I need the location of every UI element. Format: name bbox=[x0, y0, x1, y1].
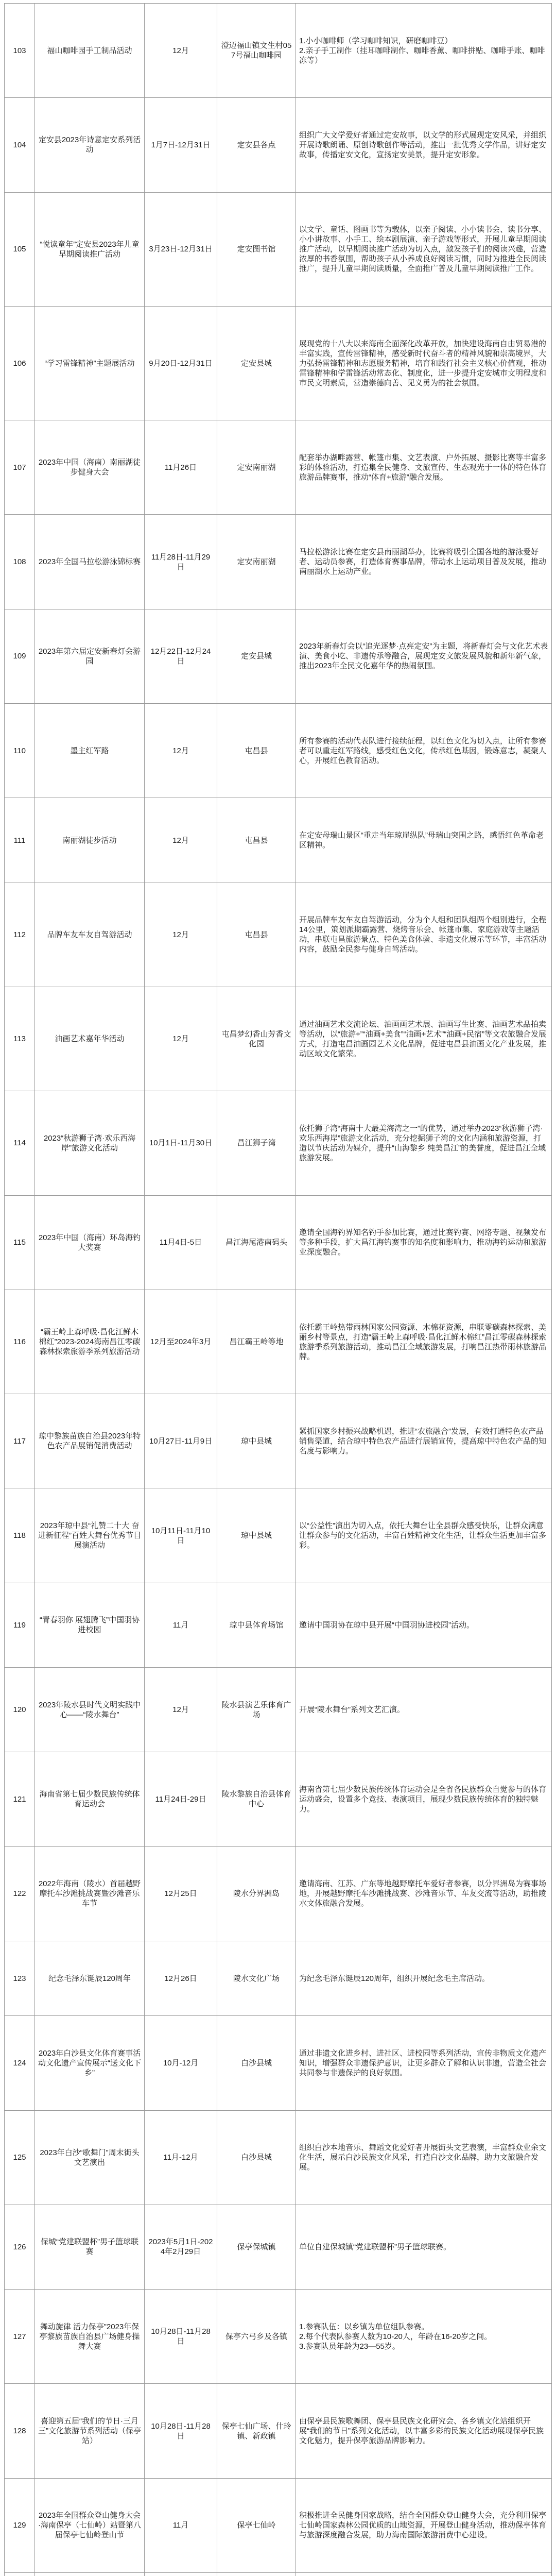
table-row bbox=[5, 1195, 552, 1290]
cell-event-time: 11月28日-11月29日 bbox=[145, 515, 217, 609]
cell-event-place: 昌江海尾港南码头 bbox=[217, 1195, 296, 1290]
cell-event-name: 2023“秋游狮子湾·欢乐西海岸”旅游文化活动 bbox=[35, 1091, 145, 1195]
cell-event-description: 配套举办湖畔露营、帐篷市集、文艺表演、户外拓展、摄影比赛等丰富多彩的体验活动，打造集全民健身、文旅宣传、生态观光于一体的特色体育旅游品牌赛事，推动“体育+旅游”融合发展。 bbox=[296, 420, 552, 515]
cell-event-name: 南丽湖徒步活动 bbox=[35, 798, 145, 883]
table-row bbox=[5, 704, 552, 798]
cell-event-time: 10月-12月 bbox=[145, 2016, 217, 2110]
table-row bbox=[5, 798, 552, 883]
cell-number: 105 bbox=[5, 192, 35, 306]
cell-event-description: 展现党的十八大以来海南全面深化改革开放，加快建设海南自由贸易港的丰富实践，宣传雷锋精神，感受新时代奋斗者的精神风貌和崇高境界，大力弘扬雷锋精神和志愿服务精神，培育和践行社会主义核心价值观，推动雷锋精神和学雷锋活动常态化、制度化，进一步提升定安城市文明程度和市民文明素质，营造崇德向善、见义勇为的社会氛围。 bbox=[296, 306, 552, 420]
cell-event-description: 2023年新春灯会以“追光逐梦·点亮定安”为主题，将新春灯会与文化艺术表演、美食小吃、非遗传承等融合，展现定安文旅发展风貌和新年新气象，推出2023年全民文化嘉年华的热闹氛围。 bbox=[296, 609, 552, 703]
cell-event-place: 保亭六弓乡及各镇 bbox=[217, 2290, 296, 2384]
cell-event-name: 琼中黎族苗族自治县2023年特色农产品展销促消费活动 bbox=[35, 1394, 145, 1488]
cell-event-place: 陵水县演艺乐体育广场 bbox=[217, 1668, 296, 1752]
cell-number: 111 bbox=[5, 798, 35, 883]
table-row bbox=[5, 2478, 552, 2572]
cell-number: 108 bbox=[5, 515, 35, 609]
cell-event-name: 2023年全国马拉松游泳锦标赛 bbox=[35, 515, 145, 609]
cell-event-time: 10月27日-11月9日 bbox=[145, 1394, 217, 1488]
cell-event-description: 以文学、童话、图画书等为载体，以亲子阅读、小小读书会、读书分享、小小讲故事、小手工、绘本剧展演、亲子游戏等形式，开展儿童早期阅读推广活动，以早期阅读推广活动为切入点，激发孩子们的阅读兴趣，营造浓厚的书香氛围，帮助孩子从小养成良好阅读习惯，同时为推进全民阅读推广，提升儿童早期阅读质量，全面推广普及儿童早期阅读推广工作。 bbox=[296, 192, 552, 306]
cell-event-name: “学习雷锋精神”主题展活动 bbox=[35, 306, 145, 420]
cell-event-description: 以“公益性”演出为切入点，依托大舞台让全县群众感受快乐，让群众满意让群众参与的文化活动，丰富百姓精神文化生活，让群众生活更加丰富多彩。 bbox=[296, 1488, 552, 1583]
table-row bbox=[5, 1846, 552, 1941]
table-row bbox=[5, 2290, 552, 2384]
table-row bbox=[5, 2016, 552, 2110]
cell-number: 123 bbox=[5, 1941, 35, 2015]
cell-event-place: 陵水文化广场 bbox=[217, 1941, 296, 2015]
table-row bbox=[5, 1668, 552, 1752]
cell-event-time: 11月4日-5日 bbox=[145, 1195, 217, 1290]
cell-event-time bbox=[145, 2573, 217, 2576]
cell-event-place: 屯昌县 bbox=[217, 704, 296, 798]
cell-number: 119 bbox=[5, 1583, 35, 1667]
cell-number bbox=[5, 2573, 35, 2576]
cell-event-description: 开展品牌车友车友自驾游活动，分为个人组和团队组两个组别进行，全程14公里，策划派期霸露营、烧烤音乐会、帐篷市集、家庭游戏等主题活动，串联屯昌旅游景点、特色美食体验、非遗文化展示等环节，丰富活动内容，鼓励全民参与健身自驾活动。 bbox=[296, 883, 552, 987]
cell-event-name bbox=[35, 2573, 145, 2576]
cell-event-description: 依托狮子湾“海南十大最美海湾之一”的优势，通过举办2023“秋游狮子湾·欢乐西海岸”旅游文化活动，充分挖掘狮子湾的文化内涵和旅游资源，打造以节庆活动为媒介，提升“山海黎乡 纯美昌江”的美誉度，促进昌江全域旅游发展。 bbox=[296, 1091, 552, 1195]
cell-event-description: 邀请全国海钓界知名钓手参加比赛，通过比赛钓赛、网络专题、视频发布等多种手段，扩大昌江海钓赛事的知名度和影响力，推动海钓运动和旅游业深度融合。 bbox=[296, 1195, 552, 1290]
cell-number: 120 bbox=[5, 1668, 35, 1752]
cell-event-name: “青春羽你 展翅腾飞”中国羽协进校园 bbox=[35, 1583, 145, 1667]
cell-number: 114 bbox=[5, 1091, 35, 1195]
cell-event-time: 10月11日-11月10日 bbox=[145, 1488, 217, 1583]
cell-number: 109 bbox=[5, 609, 35, 703]
cell-number: 122 bbox=[5, 1846, 35, 1941]
cell-event-description: 邀请中国羽协在琼中县开展“中国羽协进校园”活动。 bbox=[296, 1583, 552, 1667]
cell-event-description: 组织白沙本地音乐、舞蹈文化爱好者开展街头文艺表演，丰富群众业余文化生活，展示白沙民族文化风采，打造白沙文化品牌，助力文旅融合发展。 bbox=[296, 2110, 552, 2205]
cell-event-name: 2023年第六届定安新春灯会游园 bbox=[35, 609, 145, 703]
cell-event-description: 1.参赛队伍：以乡镇为单位组队参赛。 2.每个代表队参赛人数为10-20人，年龄在16-20岁之间。 3.参赛队员年龄为23—55岁。 bbox=[296, 2290, 552, 2384]
cell-event-place: 定安县各点 bbox=[217, 98, 296, 192]
cell-number: 129 bbox=[5, 2478, 35, 2572]
table-row bbox=[5, 987, 552, 1091]
cell-event-description: 积极推进全民健身国家战略，结合全国群众登山健身大会，充分利用保亭七仙岭国家森林公园优质的山地资源，开展登山健身活动，推动保亭体育与旅游深度融合发展，助力海南国际旅游消费中心建设。 bbox=[296, 2478, 552, 2572]
cell-event-description: 组织广大文学爱好者通过定安故事，以文学的形式展现定安风采，并组织开展诗歌朗诵、原创诗歌创作等活动，推出一批优秀文学作品，讲好定安故事，传播定安文化，宣扬定安美景，提升定安形象。 bbox=[296, 98, 552, 192]
table-row bbox=[5, 98, 552, 192]
cell-event-description: 由保亭县民族歌舞团、保亭县民族文化研究会、各乡镇文化站组织开展“我们的节日”系列文化活动，以丰富多彩的民族文化活动展现保亭民族文化魅力，提升保亭旅游品牌影响力。 bbox=[296, 2384, 552, 2478]
cell-event-description: 依托霸王岭热带雨林国家公园资源、木棉花资源，串联零碳森林探索、美丽乡村等景点，打造“霸王岭上森呼吸·昌化江鲜木棉红”昌江零碳森林探索旅游季系列旅游活动，推动昌江全域旅游发展，打响昌江热带雨林旅游品牌。 bbox=[296, 1290, 552, 1394]
cell-event-place: 屯昌县 bbox=[217, 883, 296, 987]
cell-event-time: 12月 bbox=[145, 4, 217, 98]
cell-event-name: 2023年中国（海南）环岛海钓大奖赛 bbox=[35, 1195, 145, 1290]
cell-event-name: 2023年中国（海南）南丽湖徒步健身大会 bbox=[35, 420, 145, 515]
cell-event-time: 10月1日-11月30日 bbox=[145, 1091, 217, 1195]
table-row bbox=[5, 2384, 552, 2478]
cell-event-time: 11月-12月 bbox=[145, 2110, 217, 2205]
cell-event-time: 12月 bbox=[145, 883, 217, 987]
cell-event-time: 11月26日 bbox=[145, 420, 217, 515]
cell-event-place: 琼中县体育场馆 bbox=[217, 1583, 296, 1667]
cell-event-place: 保亭七仙广场、什玲镇、新政镇 bbox=[217, 2384, 296, 2478]
cell-number: 115 bbox=[5, 1195, 35, 1290]
cell-event-name: 2023年琼中县“礼赞二十大 奋进新征程”百姓大舞台优秀节目展演活动 bbox=[35, 1488, 145, 1583]
cell-event-time: 1月7日-12月31日 bbox=[145, 98, 217, 192]
table-row bbox=[5, 609, 552, 703]
cell-event-place: 定安南丽湖 bbox=[217, 420, 296, 515]
cell-event-name: “霸王岭上森呼吸·昌化江鲜木棉红”2023-2024海南昌江零碳森林探索旅游季系列旅游活动 bbox=[35, 1290, 145, 1394]
cell-event-name: 福山咖啡园手工制品活动 bbox=[35, 4, 145, 98]
cell-event-time: 3月23日-12月31日 bbox=[145, 192, 217, 306]
cell-number: 127 bbox=[5, 2290, 35, 2384]
cell-number: 110 bbox=[5, 704, 35, 798]
cell-event-time: 12月 bbox=[145, 704, 217, 798]
cell-event-time: 12月26日 bbox=[145, 1941, 217, 2015]
cell-event-time: 12月 bbox=[145, 798, 217, 883]
cell-event-description: 在定安母瑞山景区“重走当年琼崖纵队”母瑞山突围之路，感悟红色革命老区精神。 bbox=[296, 798, 552, 883]
table-row bbox=[5, 420, 552, 515]
cell-number: 116 bbox=[5, 1290, 35, 1394]
cell-event-time: 11月 bbox=[145, 2478, 217, 2572]
cell-event-time: 11月 bbox=[145, 1583, 217, 1667]
cell-event-place: 定安南丽湖 bbox=[217, 515, 296, 609]
cell-event-description: 所有参赛的活动代表队进行接续征程，以红色文化为切入点，让所有参赛者可以重走红军路线，感受红色文化，传承红色基因，锻炼意志，凝聚人心，开展红色教育活动。 bbox=[296, 704, 552, 798]
cell-number: 117 bbox=[5, 1394, 35, 1488]
cell-event-description: 海南省第七届少数民族传统体育运动会是全省各民族群众自觉参与的体育运动盛会，设置多个竞技、表演项目，展现少数民族传统体育的独特魅力。 bbox=[296, 1752, 552, 1846]
events-table-body bbox=[5, 4, 552, 2576]
cell-event-name: 海南省第七届少数民族传统体育运动会 bbox=[35, 1752, 145, 1846]
cell-event-place: 陵水分界洲岛 bbox=[217, 1846, 296, 1941]
cell-event-place: 保亭七仙岭 bbox=[217, 2478, 296, 2572]
cell-event-description: 紧抓国家乡村振兴战略机遇，推进“农旅融合”发展，有效打通特色农产品销售渠道，结合琼中特色农产品进行展销宣传，提高琼中特色农产品的知名度与影响力。 bbox=[296, 1394, 552, 1488]
cell-event-time: 10月28日-11月28日 bbox=[145, 2290, 217, 2384]
cell-number: 125 bbox=[5, 2110, 35, 2205]
cell-event-place: 定安县城 bbox=[217, 306, 296, 420]
table-row bbox=[5, 2205, 552, 2289]
cell-number: 107 bbox=[5, 420, 35, 515]
cell-event-name: 2023年白沙县文化体育赛事活动文化遗产宣传展示“送文化下乡” bbox=[35, 2016, 145, 2110]
cell-event-time: 2023年5月1日-2024年2月29日 bbox=[145, 2205, 217, 2289]
cell-event-time: 10月28日-11月28日 bbox=[145, 2384, 217, 2478]
cell-event-description bbox=[296, 2573, 552, 2576]
cell-event-description: 开展“陵水舞台”系列文艺汇演。 bbox=[296, 1668, 552, 1752]
cell-event-description: 为纪念毛泽东诞辰120周年，组织开展纪念毛主席活动。 bbox=[296, 1941, 552, 2015]
table-row bbox=[5, 883, 552, 987]
table-row bbox=[5, 2110, 552, 2205]
table-row bbox=[5, 4, 552, 98]
cell-event-place: 定安图书馆 bbox=[217, 192, 296, 306]
table-row bbox=[5, 1290, 552, 1394]
cell-event-name: 油画艺术嘉年华活动 bbox=[35, 987, 145, 1091]
cell-event-description: 马拉松游泳比赛在定安县南丽湖举办，比赛将吸引全国各地的游泳爱好者、运动员参赛，打造体育赛事品牌，带动水上运动项目普及发展，推动南丽湖水上运动产业。 bbox=[296, 515, 552, 609]
cell-event-description: 通过油画艺术交流论坛、油画画艺术展、油画写生比赛、油画艺术品拍卖等活动，以“旅游+”“油画+美食”“油画+艺术”“油画+民宿”等文农旅融合发展方式，打造屯昌油画园艺术文化品牌，促进屯昌县油画文化产业发展，推动区域文化繁荣。 bbox=[296, 987, 552, 1091]
cell-event-name: 品牌车友车友自驾游活动 bbox=[35, 883, 145, 987]
cell-event-name: 舞动旋律 活力保亭”2023年保亭黎族苗族自治县广场健身操舞大赛 bbox=[35, 2290, 145, 2384]
table-row bbox=[5, 1583, 552, 1667]
table-row bbox=[5, 1488, 552, 1583]
cell-number: 112 bbox=[5, 883, 35, 987]
cell-event-place: 屯昌县 bbox=[217, 798, 296, 883]
cell-number: 104 bbox=[5, 98, 35, 192]
cell-event-place: 澄迈福山镇文生村057号福山咖啡园 bbox=[217, 4, 296, 98]
cell-event-time: 12月 bbox=[145, 1668, 217, 1752]
table-row bbox=[5, 1752, 552, 1846]
cell-event-name: 2022年海南（陵水）首届越野摩托车沙滩挑战赛暨沙滩音乐车节 bbox=[35, 1846, 145, 1941]
cell-event-time: 12月25日 bbox=[145, 1846, 217, 1941]
cell-event-name: 保城“党建联盟杯”男子篮球联赛 bbox=[35, 2205, 145, 2289]
table-row bbox=[5, 1941, 552, 2015]
cell-event-place: 定安县城 bbox=[217, 609, 296, 703]
cell-number: 128 bbox=[5, 2384, 35, 2478]
cell-event-name: “悦读童年”定安县2023年儿童早期阅读推广活动 bbox=[35, 192, 145, 306]
cell-number: 103 bbox=[5, 4, 35, 98]
table-row bbox=[5, 192, 552, 306]
cell-number: 126 bbox=[5, 2205, 35, 2289]
cell-event-place: 昌江狮子湾 bbox=[217, 1091, 296, 1195]
cell-event-place: 屯昌梦幻香山芳香文化园 bbox=[217, 987, 296, 1091]
table-row bbox=[5, 1394, 552, 1488]
table-row bbox=[5, 1091, 552, 1195]
cell-event-name: 2023年全国群众登山健身大会·海南保亭（七仙岭）站暨第八届保亭七仙岭登山节 bbox=[35, 2478, 145, 2572]
cell-event-place: 保亭保城镇 bbox=[217, 2205, 296, 2289]
cell-event-name: 2023年白沙“歌舞门”周末街头文艺演出 bbox=[35, 2110, 145, 2205]
cell-event-place: 陵水黎族自治县体育中心 bbox=[217, 1752, 296, 1846]
cell-event-name: 墨主红军路 bbox=[35, 704, 145, 798]
table-row bbox=[5, 515, 552, 609]
table-row bbox=[5, 306, 552, 420]
cell-event-place: 昌江霸王岭等地 bbox=[217, 1290, 296, 1394]
cell-number: 124 bbox=[5, 2016, 35, 2110]
cell-event-place: 白沙县城 bbox=[217, 2110, 296, 2205]
cell-event-name: 2023年陵水县时代文明实践中心——“陵水舞台” bbox=[35, 1668, 145, 1752]
events-table bbox=[4, 3, 552, 2576]
cell-event-place: 琼中县城 bbox=[217, 1394, 296, 1488]
cell-event-time: 12月 bbox=[145, 987, 217, 1091]
cell-event-name: 定安县2023年诗意定安系列活动 bbox=[35, 98, 145, 192]
cell-number: 121 bbox=[5, 1752, 35, 1846]
cell-number: 113 bbox=[5, 987, 35, 1091]
cell-event-name: 纪念毛泽东诞辰120周年 bbox=[35, 1941, 145, 2015]
cell-event-name: 喜迎第五届“我们的节日·三月三”文化旅游节系列活动（保亭站） bbox=[35, 2384, 145, 2478]
table-row bbox=[5, 2573, 552, 2576]
cell-event-description: 通过非遗文化进乡村、进社区、进校园等系列活动，宣传非物质文化遗产知识，增强群众非遗保护意识，让更多群众了解和认识非遗，营造全社会共同参与非遗保护的良好氛围。 bbox=[296, 2016, 552, 2110]
cell-number: 106 bbox=[5, 306, 35, 420]
cell-event-time: 11月24日-29日 bbox=[145, 1752, 217, 1846]
cell-event-time: 12月22日-12月24日 bbox=[145, 609, 217, 703]
cell-event-place bbox=[217, 2573, 296, 2576]
cell-event-description: 单位自建保城镇“党建联盟杯”男子篮球联赛。 bbox=[296, 2205, 552, 2289]
cell-number: 118 bbox=[5, 1488, 35, 1583]
cell-event-place: 白沙县城 bbox=[217, 2016, 296, 2110]
cell-event-time: 9月20日-12月31日 bbox=[145, 306, 217, 420]
cell-event-description: 邀请海南、江苏、广东等地越野摩托车爱好者参赛，以分界洲岛为赛事场地，开展越野摩托车沙滩挑战赛、沙滩音乐节、车友交流等活动，助推陵水文体旅融合发展。 bbox=[296, 1846, 552, 1941]
cell-event-time: 12月至2024年3月 bbox=[145, 1290, 217, 1394]
cell-event-description: 1.小小咖啡师（学习咖啡知识，研磨咖啡豆） 2.亲子手工制作（挂耳咖啡制作、咖啡香薰、咖啡拼贴、咖啡手账、咖啡冻等） bbox=[296, 4, 552, 98]
cell-event-place: 琼中县城 bbox=[217, 1488, 296, 1583]
